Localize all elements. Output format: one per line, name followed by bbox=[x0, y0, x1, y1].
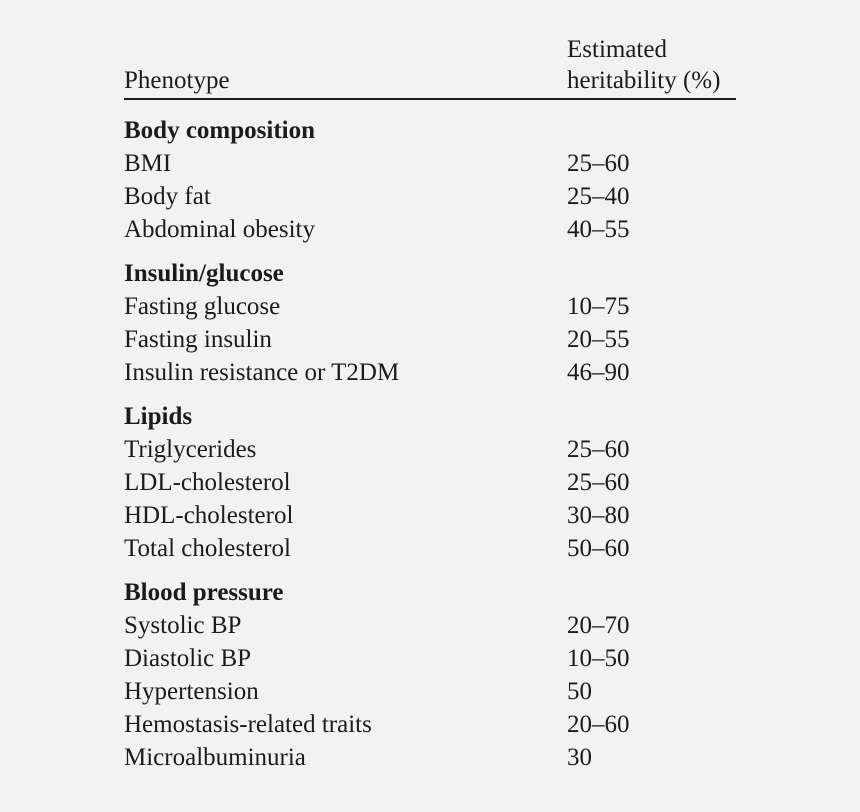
table-row bbox=[124, 708, 736, 741]
table-header bbox=[124, 34, 736, 100]
heritability-cell: 30 bbox=[567, 744, 592, 771]
section-lipids bbox=[124, 400, 736, 565]
table-row bbox=[124, 499, 736, 532]
phenotype-cell: Insulin resistance or T2DM bbox=[124, 359, 400, 386]
heritability-cell: 30–80 bbox=[567, 502, 630, 529]
section-body-composition bbox=[124, 114, 736, 246]
table-row bbox=[124, 180, 736, 213]
table-row bbox=[124, 642, 736, 675]
table-row bbox=[124, 532, 736, 565]
table-row bbox=[124, 290, 736, 323]
phenotype-cell: Triglycerides bbox=[124, 436, 257, 463]
phenotype-cell: Systolic BP bbox=[124, 612, 242, 639]
heritability-cell: 20–70 bbox=[567, 612, 630, 639]
heritability-cell: 25–60 bbox=[567, 436, 630, 463]
heritability-cell: 10–75 bbox=[567, 293, 630, 320]
section-blood-pressure bbox=[124, 576, 736, 774]
phenotype-cell: Microalbuminuria bbox=[124, 744, 306, 771]
heritability-cell: 25–40 bbox=[567, 183, 630, 210]
phenotype-cell: Fasting glucose bbox=[124, 293, 281, 320]
phenotype-cell: BMI bbox=[124, 150, 172, 177]
table-row bbox=[124, 741, 736, 774]
phenotype-cell: LDL-cholesterol bbox=[124, 469, 291, 496]
heritability-table bbox=[124, 34, 736, 785]
header-heritability-line1: Estimated bbox=[567, 36, 667, 63]
heritability-cell: 10–50 bbox=[567, 645, 630, 672]
table-row bbox=[124, 433, 736, 466]
table-row bbox=[124, 356, 736, 389]
phenotype-cell: Abdominal obesity bbox=[124, 216, 315, 243]
heritability-cell: 25–60 bbox=[567, 469, 630, 496]
table-row bbox=[124, 147, 736, 180]
table-body bbox=[124, 100, 736, 774]
phenotype-cell: HDL-cholesterol bbox=[124, 502, 294, 529]
section-insulin-glucose bbox=[124, 257, 736, 389]
phenotype-cell: Fasting insulin bbox=[124, 326, 272, 353]
heritability-cell: 50 bbox=[567, 678, 592, 705]
table-row bbox=[124, 609, 736, 642]
section-title: Body composition bbox=[124, 117, 316, 144]
table-row bbox=[124, 466, 736, 499]
table-row bbox=[124, 675, 736, 708]
header-heritability bbox=[567, 34, 720, 96]
section-title: Lipids bbox=[124, 403, 193, 430]
header-heritability-line2: heritability (%) bbox=[567, 67, 721, 94]
phenotype-cell: Hypertension bbox=[124, 678, 259, 705]
section-title: Insulin/glucose bbox=[124, 260, 284, 287]
heritability-cell: 40–55 bbox=[567, 216, 630, 243]
heritability-cell: 50–60 bbox=[567, 535, 630, 562]
heritability-cell: 46–90 bbox=[567, 359, 630, 386]
heritability-cell: 25–60 bbox=[567, 150, 630, 177]
phenotype-cell: Diastolic BP bbox=[124, 645, 252, 672]
section-title: Blood pressure bbox=[124, 579, 284, 606]
heritability-cell: 20–60 bbox=[567, 711, 630, 738]
phenotype-cell: Hemostasis-related traits bbox=[124, 711, 372, 738]
phenotype-cell: Body fat bbox=[124, 183, 211, 210]
table-row bbox=[124, 213, 736, 246]
table-row bbox=[124, 323, 736, 356]
heritability-cell: 20–55 bbox=[567, 326, 630, 353]
header-phenotype: Phenotype bbox=[124, 67, 230, 94]
phenotype-cell: Total cholesterol bbox=[124, 535, 291, 562]
